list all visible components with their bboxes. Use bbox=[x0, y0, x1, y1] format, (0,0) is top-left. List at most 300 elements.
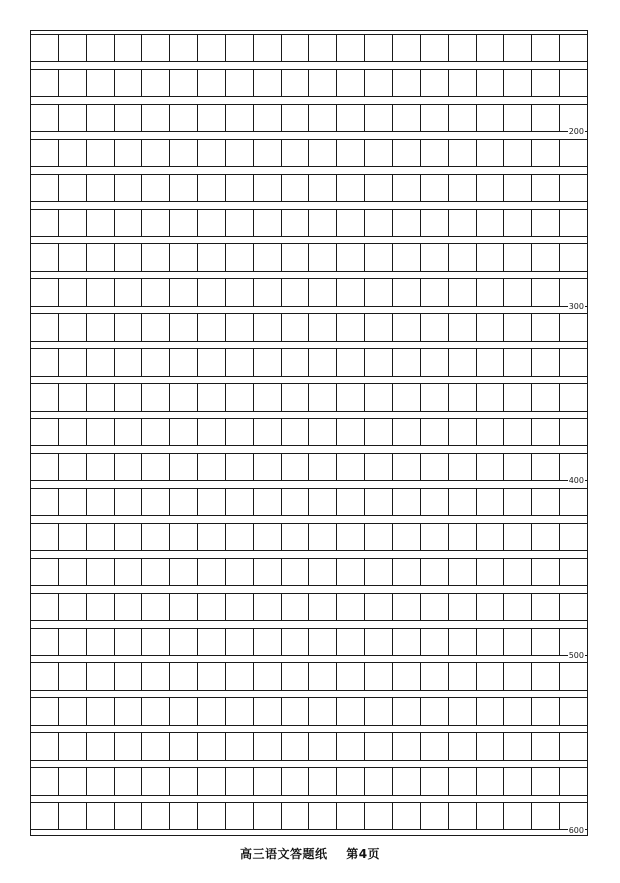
writing-cell[interactable] bbox=[86, 803, 114, 829]
writing-cell[interactable] bbox=[420, 698, 448, 724]
writing-cell[interactable] bbox=[503, 105, 531, 131]
writing-cell[interactable] bbox=[531, 629, 559, 655]
writing-cell[interactable] bbox=[448, 663, 476, 689]
writing-cell[interactable] bbox=[503, 210, 531, 236]
writing-cell[interactable] bbox=[559, 349, 587, 375]
writing-cell[interactable] bbox=[281, 803, 309, 829]
writing-cell[interactable] bbox=[503, 803, 531, 829]
writing-cell[interactable] bbox=[253, 454, 281, 480]
writing-cell[interactable] bbox=[420, 733, 448, 759]
writing-cell[interactable] bbox=[531, 210, 559, 236]
writing-cell[interactable] bbox=[531, 244, 559, 270]
writing-cell[interactable] bbox=[503, 244, 531, 270]
writing-cell[interactable] bbox=[476, 489, 504, 515]
writing-cell[interactable] bbox=[141, 279, 169, 305]
writing-cell[interactable] bbox=[559, 524, 587, 550]
writing-cell[interactable] bbox=[420, 35, 448, 61]
writing-cell[interactable] bbox=[58, 594, 86, 620]
writing-cell[interactable] bbox=[503, 768, 531, 794]
writing-cell[interactable] bbox=[58, 419, 86, 445]
writing-cell[interactable] bbox=[86, 768, 114, 794]
writing-cell[interactable] bbox=[476, 105, 504, 131]
writing-cell[interactable] bbox=[58, 35, 86, 61]
writing-cell[interactable] bbox=[476, 663, 504, 689]
writing-cell[interactable] bbox=[420, 140, 448, 166]
writing-cell[interactable] bbox=[364, 140, 392, 166]
writing-cell[interactable] bbox=[114, 70, 142, 96]
writing-cell[interactable] bbox=[420, 244, 448, 270]
writing-cell[interactable] bbox=[31, 314, 58, 340]
writing-cell[interactable] bbox=[503, 349, 531, 375]
writing-cell[interactable] bbox=[559, 384, 587, 410]
writing-cell[interactable] bbox=[253, 663, 281, 689]
writing-cell[interactable] bbox=[31, 454, 58, 480]
writing-cell[interactable] bbox=[86, 105, 114, 131]
writing-cell[interactable] bbox=[420, 559, 448, 585]
writing-cell[interactable] bbox=[448, 419, 476, 445]
writing-cell[interactable] bbox=[559, 733, 587, 759]
writing-cell[interactable] bbox=[253, 698, 281, 724]
writing-cell[interactable] bbox=[336, 70, 364, 96]
writing-cell[interactable] bbox=[308, 594, 336, 620]
writing-cell[interactable] bbox=[169, 175, 197, 201]
writing-cell[interactable] bbox=[281, 314, 309, 340]
writing-cell[interactable] bbox=[281, 210, 309, 236]
writing-cell[interactable] bbox=[364, 733, 392, 759]
writing-cell[interactable] bbox=[86, 524, 114, 550]
writing-cell[interactable] bbox=[86, 489, 114, 515]
writing-cell[interactable] bbox=[308, 244, 336, 270]
writing-cell[interactable] bbox=[364, 35, 392, 61]
writing-cell[interactable] bbox=[58, 314, 86, 340]
writing-cell[interactable] bbox=[448, 384, 476, 410]
writing-cell[interactable] bbox=[336, 803, 364, 829]
writing-cell[interactable] bbox=[141, 803, 169, 829]
writing-cell[interactable] bbox=[281, 733, 309, 759]
writing-cell[interactable] bbox=[476, 210, 504, 236]
writing-cell[interactable] bbox=[225, 663, 253, 689]
writing-cell[interactable] bbox=[225, 803, 253, 829]
writing-cell[interactable] bbox=[225, 454, 253, 480]
writing-cell[interactable] bbox=[31, 629, 58, 655]
writing-cell[interactable] bbox=[197, 244, 225, 270]
writing-cell[interactable] bbox=[392, 524, 420, 550]
writing-cell[interactable] bbox=[253, 419, 281, 445]
writing-cell[interactable] bbox=[476, 314, 504, 340]
writing-cell[interactable] bbox=[58, 629, 86, 655]
writing-cell[interactable] bbox=[336, 419, 364, 445]
writing-cell[interactable] bbox=[308, 70, 336, 96]
writing-cell[interactable] bbox=[531, 314, 559, 340]
writing-cell[interactable] bbox=[364, 524, 392, 550]
writing-cell[interactable] bbox=[503, 629, 531, 655]
writing-cell[interactable] bbox=[336, 140, 364, 166]
writing-cell[interactable] bbox=[392, 489, 420, 515]
writing-cell[interactable] bbox=[58, 663, 86, 689]
writing-cell[interactable] bbox=[141, 768, 169, 794]
writing-cell[interactable] bbox=[58, 803, 86, 829]
writing-cell[interactable] bbox=[364, 454, 392, 480]
writing-cell[interactable] bbox=[420, 803, 448, 829]
writing-cell[interactable] bbox=[336, 594, 364, 620]
writing-cell[interactable] bbox=[503, 698, 531, 724]
writing-cell[interactable] bbox=[141, 384, 169, 410]
writing-cell[interactable] bbox=[31, 489, 58, 515]
writing-cell[interactable] bbox=[420, 210, 448, 236]
writing-cell[interactable] bbox=[114, 279, 142, 305]
writing-cell[interactable] bbox=[448, 210, 476, 236]
writing-cell[interactable] bbox=[58, 349, 86, 375]
writing-cell[interactable] bbox=[308, 349, 336, 375]
writing-cell[interactable] bbox=[392, 210, 420, 236]
writing-cell[interactable] bbox=[141, 454, 169, 480]
writing-cell[interactable] bbox=[531, 524, 559, 550]
writing-cell[interactable] bbox=[476, 244, 504, 270]
writing-cell[interactable] bbox=[58, 454, 86, 480]
writing-cell[interactable] bbox=[559, 594, 587, 620]
writing-cell[interactable] bbox=[58, 244, 86, 270]
writing-cell[interactable] bbox=[448, 349, 476, 375]
writing-cell[interactable] bbox=[392, 559, 420, 585]
writing-cell[interactable] bbox=[169, 419, 197, 445]
writing-cell[interactable] bbox=[58, 140, 86, 166]
writing-cell[interactable] bbox=[308, 803, 336, 829]
writing-cell[interactable] bbox=[308, 489, 336, 515]
writing-cell[interactable] bbox=[197, 140, 225, 166]
writing-cell[interactable] bbox=[86, 279, 114, 305]
writing-cell[interactable] bbox=[197, 384, 225, 410]
writing-cell[interactable] bbox=[197, 35, 225, 61]
writing-cell[interactable] bbox=[392, 733, 420, 759]
writing-cell[interactable] bbox=[531, 594, 559, 620]
writing-cell[interactable] bbox=[31, 140, 58, 166]
writing-cell[interactable] bbox=[169, 35, 197, 61]
writing-cell[interactable] bbox=[448, 244, 476, 270]
writing-cell[interactable] bbox=[197, 349, 225, 375]
writing-cell[interactable] bbox=[141, 140, 169, 166]
writing-cell[interactable] bbox=[225, 279, 253, 305]
writing-cell[interactable] bbox=[308, 314, 336, 340]
writing-cell[interactable] bbox=[308, 524, 336, 550]
writing-cell[interactable] bbox=[281, 175, 309, 201]
writing-cell[interactable] bbox=[225, 594, 253, 620]
writing-cell[interactable] bbox=[336, 105, 364, 131]
writing-cell[interactable] bbox=[448, 314, 476, 340]
writing-cell[interactable] bbox=[420, 629, 448, 655]
writing-cell[interactable] bbox=[420, 419, 448, 445]
writing-cell[interactable] bbox=[392, 175, 420, 201]
writing-cell[interactable] bbox=[559, 698, 587, 724]
writing-cell[interactable] bbox=[531, 663, 559, 689]
writing-cell[interactable] bbox=[364, 629, 392, 655]
writing-cell[interactable] bbox=[31, 175, 58, 201]
writing-cell[interactable] bbox=[281, 663, 309, 689]
writing-cell[interactable] bbox=[476, 733, 504, 759]
writing-cell[interactable] bbox=[169, 244, 197, 270]
writing-cell[interactable] bbox=[141, 35, 169, 61]
writing-cell[interactable] bbox=[420, 279, 448, 305]
writing-cell[interactable] bbox=[253, 70, 281, 96]
writing-cell[interactable] bbox=[308, 105, 336, 131]
writing-cell[interactable] bbox=[141, 210, 169, 236]
writing-cell[interactable] bbox=[197, 279, 225, 305]
writing-cell[interactable] bbox=[225, 419, 253, 445]
writing-cell[interactable] bbox=[364, 105, 392, 131]
writing-cell[interactable] bbox=[392, 35, 420, 61]
writing-cell[interactable] bbox=[308, 384, 336, 410]
writing-cell[interactable] bbox=[531, 384, 559, 410]
writing-cell[interactable] bbox=[281, 419, 309, 445]
writing-cell[interactable] bbox=[281, 698, 309, 724]
writing-cell[interactable] bbox=[503, 524, 531, 550]
writing-cell[interactable] bbox=[281, 559, 309, 585]
writing-cell[interactable] bbox=[308, 559, 336, 585]
writing-cell[interactable] bbox=[114, 419, 142, 445]
writing-cell[interactable] bbox=[476, 419, 504, 445]
writing-cell[interactable] bbox=[281, 629, 309, 655]
writing-cell[interactable] bbox=[364, 70, 392, 96]
writing-cell[interactable] bbox=[197, 489, 225, 515]
writing-cell[interactable] bbox=[503, 384, 531, 410]
writing-cell[interactable] bbox=[114, 698, 142, 724]
writing-cell[interactable] bbox=[364, 349, 392, 375]
writing-cell[interactable] bbox=[559, 489, 587, 515]
writing-cell[interactable] bbox=[448, 524, 476, 550]
writing-cell[interactable] bbox=[308, 629, 336, 655]
writing-cell[interactable] bbox=[308, 768, 336, 794]
writing-cell[interactable] bbox=[392, 105, 420, 131]
writing-cell[interactable] bbox=[169, 314, 197, 340]
writing-cell[interactable] bbox=[114, 210, 142, 236]
writing-cell[interactable] bbox=[86, 559, 114, 585]
writing-cell[interactable] bbox=[392, 70, 420, 96]
writing-cell[interactable] bbox=[225, 733, 253, 759]
writing-cell[interactable] bbox=[476, 594, 504, 620]
writing-cell[interactable] bbox=[308, 419, 336, 445]
writing-cell[interactable] bbox=[58, 175, 86, 201]
writing-cell[interactable] bbox=[336, 384, 364, 410]
writing-cell[interactable] bbox=[364, 663, 392, 689]
writing-cell[interactable] bbox=[169, 768, 197, 794]
writing-cell[interactable] bbox=[281, 768, 309, 794]
writing-cell[interactable] bbox=[448, 698, 476, 724]
writing-cell[interactable] bbox=[308, 663, 336, 689]
writing-cell[interactable] bbox=[169, 524, 197, 550]
writing-cell[interactable] bbox=[448, 489, 476, 515]
writing-cell[interactable] bbox=[364, 175, 392, 201]
writing-cell[interactable] bbox=[531, 698, 559, 724]
writing-cell[interactable] bbox=[253, 629, 281, 655]
writing-cell[interactable] bbox=[281, 594, 309, 620]
writing-cell[interactable] bbox=[169, 663, 197, 689]
writing-cell[interactable] bbox=[364, 594, 392, 620]
writing-cell[interactable] bbox=[476, 454, 504, 480]
writing-cell[interactable] bbox=[253, 559, 281, 585]
writing-cell[interactable] bbox=[141, 524, 169, 550]
writing-cell[interactable] bbox=[31, 210, 58, 236]
writing-cell[interactable] bbox=[336, 454, 364, 480]
writing-cell[interactable] bbox=[141, 629, 169, 655]
writing-cell[interactable] bbox=[225, 559, 253, 585]
writing-cell[interactable] bbox=[197, 524, 225, 550]
writing-cell[interactable] bbox=[253, 244, 281, 270]
writing-cell[interactable] bbox=[392, 698, 420, 724]
writing-cell[interactable] bbox=[197, 629, 225, 655]
writing-cell[interactable] bbox=[503, 733, 531, 759]
writing-cell[interactable] bbox=[392, 140, 420, 166]
writing-cell[interactable] bbox=[225, 70, 253, 96]
writing-cell[interactable] bbox=[503, 279, 531, 305]
writing-cell[interactable] bbox=[448, 733, 476, 759]
writing-cell[interactable] bbox=[364, 698, 392, 724]
writing-cell[interactable] bbox=[336, 349, 364, 375]
writing-cell[interactable] bbox=[253, 524, 281, 550]
writing-cell[interactable] bbox=[476, 349, 504, 375]
writing-cell[interactable] bbox=[420, 454, 448, 480]
writing-cell[interactable] bbox=[559, 70, 587, 96]
writing-cell[interactable] bbox=[253, 314, 281, 340]
writing-cell[interactable] bbox=[141, 663, 169, 689]
writing-cell[interactable] bbox=[308, 454, 336, 480]
writing-cell[interactable] bbox=[503, 559, 531, 585]
writing-cell[interactable] bbox=[281, 244, 309, 270]
writing-cell[interactable] bbox=[58, 279, 86, 305]
writing-cell[interactable] bbox=[31, 349, 58, 375]
writing-cell[interactable] bbox=[253, 384, 281, 410]
writing-cell[interactable] bbox=[308, 35, 336, 61]
writing-cell[interactable] bbox=[225, 140, 253, 166]
writing-cell[interactable] bbox=[86, 349, 114, 375]
writing-cell[interactable] bbox=[392, 244, 420, 270]
writing-cell[interactable] bbox=[392, 594, 420, 620]
writing-cell[interactable] bbox=[225, 314, 253, 340]
writing-cell[interactable] bbox=[169, 70, 197, 96]
writing-cell[interactable] bbox=[281, 70, 309, 96]
writing-cell[interactable] bbox=[336, 35, 364, 61]
writing-cell[interactable] bbox=[476, 70, 504, 96]
writing-cell[interactable] bbox=[197, 733, 225, 759]
writing-cell[interactable] bbox=[114, 244, 142, 270]
writing-cell[interactable] bbox=[114, 524, 142, 550]
writing-cell[interactable] bbox=[86, 663, 114, 689]
writing-cell[interactable] bbox=[225, 629, 253, 655]
writing-cell[interactable] bbox=[31, 768, 58, 794]
writing-cell[interactable] bbox=[281, 349, 309, 375]
writing-cell[interactable] bbox=[169, 105, 197, 131]
writing-cell[interactable] bbox=[197, 698, 225, 724]
writing-cell[interactable] bbox=[169, 629, 197, 655]
writing-cell[interactable] bbox=[58, 210, 86, 236]
writing-cell[interactable] bbox=[197, 314, 225, 340]
writing-cell[interactable] bbox=[308, 140, 336, 166]
writing-cell[interactable] bbox=[197, 175, 225, 201]
writing-cell[interactable] bbox=[169, 384, 197, 410]
writing-cell[interactable] bbox=[141, 489, 169, 515]
writing-cell[interactable] bbox=[448, 594, 476, 620]
writing-cell[interactable] bbox=[86, 419, 114, 445]
writing-cell[interactable] bbox=[225, 698, 253, 724]
writing-cell[interactable] bbox=[392, 349, 420, 375]
writing-cell[interactable] bbox=[336, 733, 364, 759]
writing-cell[interactable] bbox=[169, 489, 197, 515]
writing-cell[interactable] bbox=[197, 105, 225, 131]
writing-cell[interactable] bbox=[336, 489, 364, 515]
writing-cell[interactable] bbox=[197, 663, 225, 689]
writing-cell[interactable] bbox=[86, 35, 114, 61]
writing-cell[interactable] bbox=[392, 803, 420, 829]
writing-cell[interactable] bbox=[364, 384, 392, 410]
writing-cell[interactable] bbox=[364, 559, 392, 585]
writing-cell[interactable] bbox=[281, 524, 309, 550]
writing-cell[interactable] bbox=[392, 314, 420, 340]
writing-cell[interactable] bbox=[281, 384, 309, 410]
writing-cell[interactable] bbox=[503, 489, 531, 515]
writing-cell[interactable] bbox=[420, 70, 448, 96]
writing-cell[interactable] bbox=[476, 279, 504, 305]
writing-cell[interactable] bbox=[308, 175, 336, 201]
writing-cell[interactable] bbox=[531, 140, 559, 166]
writing-cell[interactable] bbox=[476, 629, 504, 655]
writing-cell[interactable] bbox=[225, 35, 253, 61]
writing-cell[interactable] bbox=[225, 210, 253, 236]
writing-cell[interactable] bbox=[86, 733, 114, 759]
writing-cell[interactable] bbox=[141, 594, 169, 620]
writing-cell[interactable] bbox=[531, 279, 559, 305]
writing-cell[interactable] bbox=[336, 559, 364, 585]
writing-cell[interactable] bbox=[531, 349, 559, 375]
writing-cell[interactable] bbox=[114, 768, 142, 794]
writing-cell[interactable] bbox=[559, 559, 587, 585]
writing-cell[interactable] bbox=[420, 175, 448, 201]
writing-cell[interactable] bbox=[197, 210, 225, 236]
writing-cell[interactable] bbox=[141, 559, 169, 585]
writing-cell[interactable] bbox=[392, 768, 420, 794]
writing-cell[interactable] bbox=[31, 524, 58, 550]
writing-cell[interactable] bbox=[253, 768, 281, 794]
writing-cell[interactable] bbox=[225, 384, 253, 410]
writing-cell[interactable] bbox=[448, 105, 476, 131]
writing-cell[interactable] bbox=[197, 559, 225, 585]
writing-cell[interactable] bbox=[364, 419, 392, 445]
writing-cell[interactable] bbox=[225, 175, 253, 201]
writing-cell[interactable] bbox=[86, 314, 114, 340]
writing-cell[interactable] bbox=[281, 105, 309, 131]
writing-cell[interactable] bbox=[141, 733, 169, 759]
writing-cell[interactable] bbox=[141, 70, 169, 96]
writing-cell[interactable] bbox=[253, 733, 281, 759]
writing-cell[interactable] bbox=[114, 663, 142, 689]
writing-cell[interactable] bbox=[364, 210, 392, 236]
writing-cell[interactable] bbox=[308, 210, 336, 236]
writing-cell[interactable] bbox=[114, 349, 142, 375]
writing-cell[interactable] bbox=[364, 803, 392, 829]
writing-cell[interactable] bbox=[58, 698, 86, 724]
writing-cell[interactable] bbox=[86, 244, 114, 270]
writing-cell[interactable] bbox=[559, 140, 587, 166]
writing-cell[interactable] bbox=[420, 524, 448, 550]
writing-cell[interactable] bbox=[58, 105, 86, 131]
writing-cell[interactable] bbox=[31, 244, 58, 270]
writing-cell[interactable] bbox=[476, 384, 504, 410]
writing-cell[interactable] bbox=[448, 35, 476, 61]
writing-cell[interactable] bbox=[392, 454, 420, 480]
writing-cell[interactable] bbox=[253, 140, 281, 166]
writing-cell[interactable] bbox=[253, 210, 281, 236]
writing-cell[interactable] bbox=[197, 419, 225, 445]
writing-cell[interactable] bbox=[141, 244, 169, 270]
writing-cell[interactable] bbox=[476, 698, 504, 724]
writing-cell[interactable] bbox=[448, 175, 476, 201]
